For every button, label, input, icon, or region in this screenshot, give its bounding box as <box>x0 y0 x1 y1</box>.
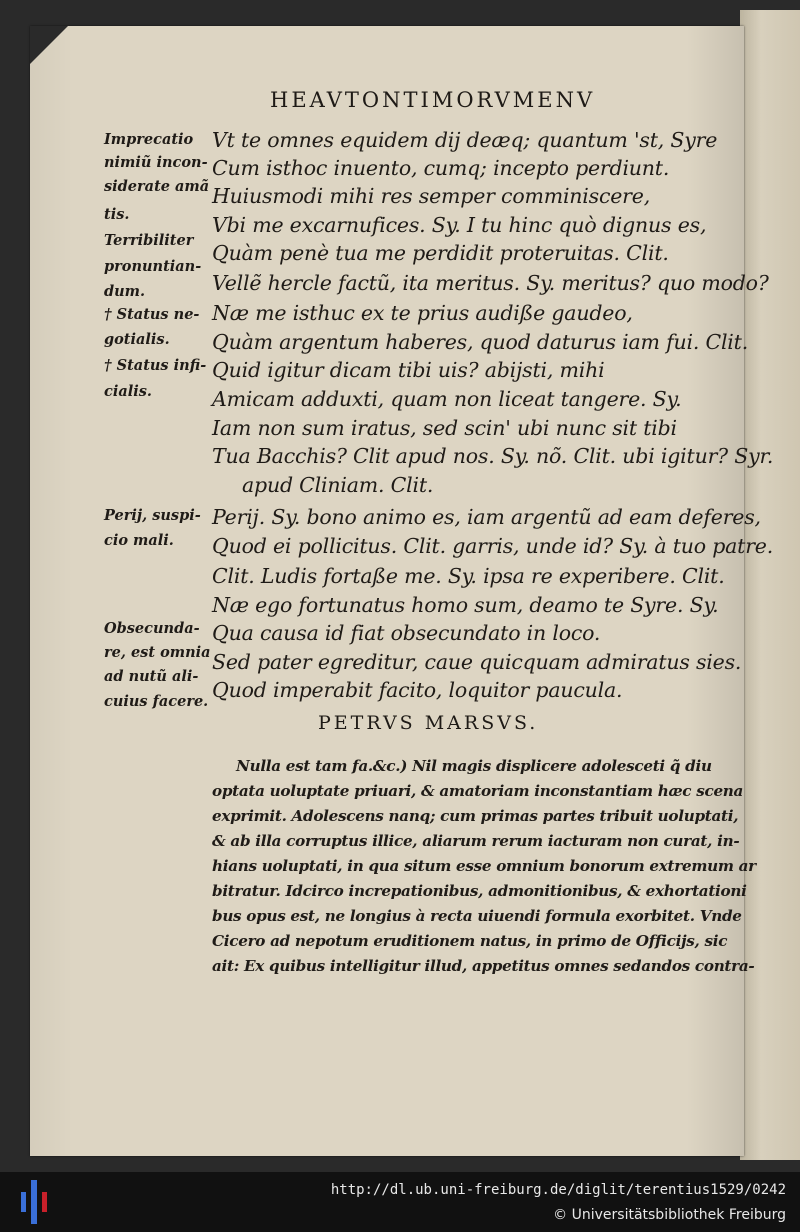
commentary-line: Nulla est tam fa.&c.) Nil magis displicere adolesceti q̃ diu <box>236 757 712 775</box>
commentary-line: exprimit. Adolescens nanq; cum primas partes tribuit uoluptati, <box>212 807 739 825</box>
commentary-line: optata uoluptate priuari, & amatoriam inconstantiam hæc scena <box>212 782 744 800</box>
marginal-note: Perij, suspi- <box>104 507 201 524</box>
verse-line: Qua causa id fiat obsecundato in loco. <box>212 621 601 645</box>
verse-line: Næ me isthuc ex te prius audiße gaudeo, <box>212 301 633 325</box>
verse-line: Vellẽ hercle factũ, ita meritus. Sy. meritus? quo modo? <box>212 271 769 295</box>
commentary-line: ait: Ex quibus intelligitur illud, appetitus omnes sedandos contra- <box>212 957 755 975</box>
verse-line: Vt te omnes equidem dij deæq; quantum 'st, Syre <box>212 128 718 152</box>
verse-line: apud Cliniam. Clit. <box>242 473 434 497</box>
marginal-note: gotialis. <box>104 331 170 348</box>
verse-line: Vbi me excarnufices. Sy. I tu hinc quò dignus es, <box>212 213 707 237</box>
viewer-footer <box>0 1172 800 1232</box>
library-logo-icon <box>16 1180 52 1224</box>
commentary-line: bus opus est, ne longius à recta uiuendi formula exorbitet. Vnde <box>212 907 742 925</box>
verse-line: Quid igitur dicam tibi uis? abijsti, mihi <box>212 358 605 382</box>
marginal-note: † Status infi- <box>104 357 207 374</box>
verse-line: Iam non sum iratus, sed scin' ubi nunc sit tibi <box>212 416 677 440</box>
commentary-line: Cicero ad nepotum eruditionem natus, in primo de Officijs, sic <box>212 932 728 950</box>
permalink-url[interactable]: http://dl.ub.uni-freiburg.de/diglit/terentius1529/0242 <box>330 1182 786 1198</box>
commentary-line: bitratur. Idcirco increpationibus, admonitionibus, & exhortationi <box>212 882 747 900</box>
commentary-line: & ab illa corruptus illice, aliarum rerum iacturam non curat, in- <box>212 832 740 850</box>
verse-line: Quàm argentum haberes, quod daturus iam fui. Clit. <box>212 330 749 354</box>
verse-line: Huiusmodi mihi res semper comminiscere, <box>212 184 651 208</box>
verse-line: Clit. Ludis fortaße me. Sy. ipsa re experibere. Clit. <box>212 564 725 588</box>
marginal-note: cio mali. <box>104 532 174 549</box>
commentator-heading: PETRVS MARSVS. <box>318 712 539 734</box>
marginal-note: ad nutũ ali- <box>104 668 199 685</box>
marginal-note: Imprecatio <box>104 131 194 148</box>
marginal-note: tis. <box>104 206 130 223</box>
verse-line: Næ ego fortunatus homo sum, deamo te Syre. Sy. <box>212 593 719 617</box>
marginal-note: cialis. <box>104 383 152 400</box>
facing-page-edge <box>740 10 800 1160</box>
verse-line: Cum isthoc inuento, cumq; incepto perdiunt. <box>212 156 670 180</box>
verse-line: Perij. Sy. bono animo es, iam argentũ ad eam deferes, <box>212 505 761 529</box>
verse-line: Quàm penè tua me perdidit proteruitas. Clit. <box>212 241 669 265</box>
marginal-note: re, est omnia <box>104 644 211 661</box>
marginal-note: cuius facere. <box>104 693 209 710</box>
verse-line: Quod imperabit facito, loquitor paucula. <box>212 678 623 702</box>
running-head: HEAVTONTIMORVMENV <box>270 88 596 112</box>
verse-line: Quod ei pollicitus. Clit. garris, unde id? Sy. à tuo patre. <box>212 534 774 558</box>
marginal-note: nimiũ incon- <box>104 154 208 171</box>
marginal-note: Obsecunda- <box>104 620 200 637</box>
verse-line: Amicam adduxti, quam non liceat tangere. Sy. <box>212 387 682 411</box>
marginal-note: dum. <box>104 283 146 300</box>
folded-corner <box>30 26 68 64</box>
commentary-line: hians uoluptati, in qua situm esse omnium bonorum extremum ar <box>212 857 756 875</box>
copyright-notice: © Universitätsbibliothek Freiburg <box>553 1207 786 1223</box>
verse-line: Tua Bacchis? Clit apud nos. Sy. nõ. Clit. ubi igitur? Syr. <box>212 444 774 468</box>
marginal-note: † Status ne- <box>104 306 200 323</box>
marginal-note: Terribiliter <box>104 232 194 249</box>
verse-line: Sed pater egreditur, caue quicquam admiratus sies. <box>212 650 742 674</box>
marginal-note: pronuntian- <box>104 258 202 275</box>
marginal-note: siderate amã <box>104 178 210 195</box>
